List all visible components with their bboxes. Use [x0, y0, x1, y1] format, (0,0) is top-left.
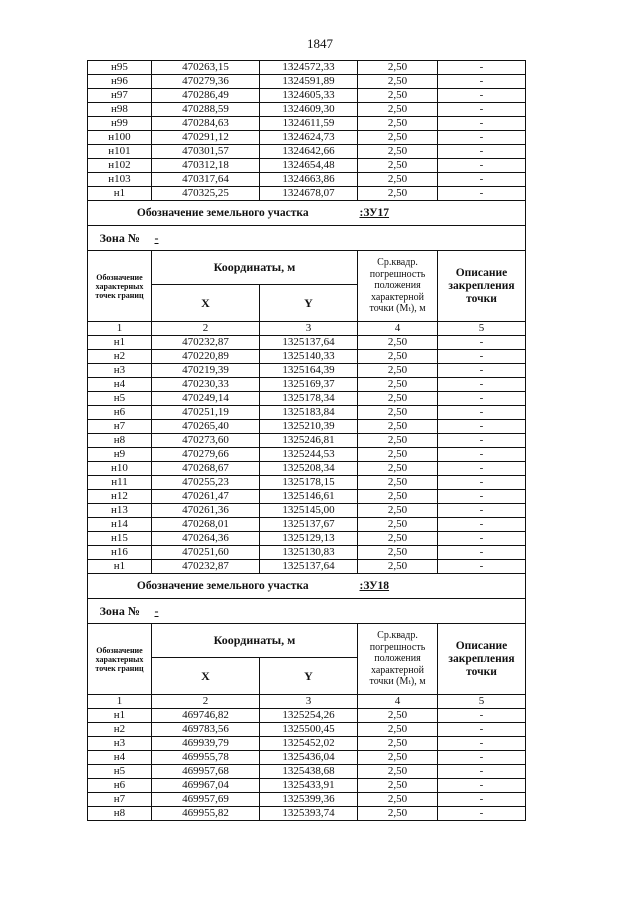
coord-x: 470284,63 — [152, 117, 260, 131]
mse-value: 2,50 — [358, 546, 438, 560]
table-row — [88, 364, 526, 378]
mse-value: 2,50 — [358, 723, 438, 737]
table-row — [88, 490, 526, 504]
coord-x: 470232,87 — [152, 336, 260, 350]
mse-value: 2,50 — [358, 448, 438, 462]
zone-label: Зона № — [88, 226, 152, 251]
fixation-description: - — [438, 518, 526, 532]
coord-x: 470261,47 — [152, 490, 260, 504]
fixation-description: - — [438, 89, 526, 103]
coord-y: 1325140,33 — [260, 350, 358, 364]
coord-x: 470263,15 — [152, 61, 260, 75]
coord-x: 469955,78 — [152, 751, 260, 765]
coord-x: 469955,82 — [152, 807, 260, 821]
fixation-description: - — [438, 532, 526, 546]
column-index: 3 — [260, 695, 358, 709]
coord-y: 1325500,45 — [260, 723, 358, 737]
zone-value: - — [152, 226, 526, 251]
point-id: н4 — [88, 378, 152, 392]
fixation-description: - — [438, 476, 526, 490]
point-id: н6 — [88, 779, 152, 793]
mse-value: 2,50 — [358, 462, 438, 476]
coord-y: 1325393,74 — [260, 807, 358, 821]
fixation-description: - — [438, 187, 526, 201]
table3-body — [88, 709, 526, 821]
column-index: 1 — [88, 695, 152, 709]
coord-x: 469939,79 — [152, 737, 260, 751]
point-id: н11 — [88, 476, 152, 490]
coord-y: 1324654,48 — [260, 159, 358, 173]
parcel-label: Обозначение земельного участка — [88, 574, 358, 599]
coord-x: 470261,36 — [152, 504, 260, 518]
coord-x: 470291,12 — [152, 131, 260, 145]
fixation-description: - — [438, 723, 526, 737]
coord-x: 470301,57 — [152, 145, 260, 159]
column-index: 5 — [438, 695, 526, 709]
table-row — [88, 131, 526, 145]
coord-x: 470268,67 — [152, 462, 260, 476]
coord-x: 470249,14 — [152, 392, 260, 406]
point-id: н98 — [88, 103, 152, 117]
point-id: н9 — [88, 448, 152, 462]
point-id: н14 — [88, 518, 152, 532]
table-row — [88, 75, 526, 89]
coord-x: 470286,49 — [152, 89, 260, 103]
mse-value: 2,50 — [358, 490, 438, 504]
mse-value: 2,50 — [358, 434, 438, 448]
coord-y: 1325178,34 — [260, 392, 358, 406]
point-id: н16 — [88, 546, 152, 560]
coord-y: 1325246,81 — [260, 434, 358, 448]
fixation-description: - — [438, 159, 526, 173]
coord-y: 1325210,39 — [260, 420, 358, 434]
mse-value: 2,50 — [358, 89, 438, 103]
header-row-top — [88, 251, 526, 285]
point-id: н1 — [88, 709, 152, 723]
mse-value: 2,50 — [358, 336, 438, 350]
fixation-description: - — [438, 117, 526, 131]
point-id: н1 — [88, 187, 152, 201]
coord-x: 470220,89 — [152, 350, 260, 364]
mse-value: 2,50 — [358, 709, 438, 723]
parcel-row-zu18 — [88, 574, 526, 599]
column-index: 1 — [88, 322, 152, 336]
point-id: н99 — [88, 117, 152, 131]
table-row — [88, 560, 526, 574]
fixation-description: - — [438, 75, 526, 89]
table-row — [88, 350, 526, 364]
table-row — [88, 807, 526, 821]
table-row — [88, 532, 526, 546]
coord-y: 1324642,66 — [260, 145, 358, 159]
mse-value: 2,50 — [358, 560, 438, 574]
header-point-designation: Обозначение характерных точек границ — [88, 251, 152, 322]
fixation-description: - — [438, 709, 526, 723]
coord-y: 1324624,73 — [260, 131, 358, 145]
header-y: Y — [260, 658, 358, 695]
coord-x: 470230,33 — [152, 378, 260, 392]
point-id: н1 — [88, 336, 152, 350]
fixation-description: - — [438, 737, 526, 751]
table-row — [88, 89, 526, 103]
table-row — [88, 723, 526, 737]
coord-x: 470312,18 — [152, 159, 260, 173]
parcel-label: Обозначение земельного участка — [88, 201, 358, 226]
table-row — [88, 765, 526, 779]
coord-x: 470273,60 — [152, 434, 260, 448]
mse-value: 2,50 — [358, 420, 438, 434]
table-row — [88, 434, 526, 448]
fixation-description: - — [438, 378, 526, 392]
coord-x: 470255,23 — [152, 476, 260, 490]
mse-value: 2,50 — [358, 807, 438, 821]
fixation-description: - — [438, 765, 526, 779]
coord-y: 1325137,64 — [260, 560, 358, 574]
header-row-top — [88, 624, 526, 658]
mse-value: 2,50 — [358, 145, 438, 159]
coord-y: 1325436,04 — [260, 751, 358, 765]
fixation-description: - — [438, 751, 526, 765]
coord-x: 469957,68 — [152, 765, 260, 779]
table-row — [88, 751, 526, 765]
point-id: н1 — [88, 560, 152, 574]
coord-y: 1325178,15 — [260, 476, 358, 490]
fixation-description: - — [438, 61, 526, 75]
coord-x: 469957,69 — [152, 793, 260, 807]
mse-value: 2,50 — [358, 392, 438, 406]
coord-y: 1325137,64 — [260, 336, 358, 350]
point-id: н8 — [88, 434, 152, 448]
coord-y: 1324678,07 — [260, 187, 358, 201]
mse-value: 2,50 — [358, 532, 438, 546]
parcel-row-zu17 — [88, 201, 526, 226]
fixation-description: - — [438, 145, 526, 159]
parcel-id: :ЗУ18 — [358, 574, 526, 599]
mse-value: 2,50 — [358, 159, 438, 173]
coord-x: 470268,01 — [152, 518, 260, 532]
mse-value: 2,50 — [358, 518, 438, 532]
zone-label: Зона № — [88, 599, 152, 624]
mse-value: 2,50 — [358, 751, 438, 765]
coord-y: 1324605,33 — [260, 89, 358, 103]
fixation-description: - — [438, 546, 526, 560]
table-row — [88, 462, 526, 476]
mse-value: 2,50 — [358, 117, 438, 131]
fixation-description: - — [438, 793, 526, 807]
point-id: н15 — [88, 532, 152, 546]
mse-value: 2,50 — [358, 103, 438, 117]
coord-y: 1325129,13 — [260, 532, 358, 546]
parcel-id: :ЗУ17 — [358, 201, 526, 226]
point-id: н7 — [88, 420, 152, 434]
coord-x: 470288,59 — [152, 103, 260, 117]
table-row — [88, 159, 526, 173]
coord-x: 470232,87 — [152, 560, 260, 574]
mse-value: 2,50 — [358, 476, 438, 490]
point-id: н100 — [88, 131, 152, 145]
fixation-description: - — [438, 490, 526, 504]
mse-value: 2,50 — [358, 173, 438, 187]
column-index: 2 — [152, 695, 260, 709]
mse-value: 2,50 — [358, 406, 438, 420]
table-row — [88, 420, 526, 434]
coord-x: 470219,39 — [152, 364, 260, 378]
header-mse: Ср.квадр. погрешность положения характерной точки (Mₜ), м — [358, 624, 438, 695]
fixation-description: - — [438, 504, 526, 518]
coord-y: 1325244,53 — [260, 448, 358, 462]
coord-x: 469746,82 — [152, 709, 260, 723]
mse-value: 2,50 — [358, 75, 438, 89]
coord-x: 470279,36 — [152, 75, 260, 89]
fixation-description: - — [438, 434, 526, 448]
header-mse: Ср.квадр. погрешность положения характерной точки (Mₜ), м — [358, 251, 438, 322]
header-coordinates: Координаты, м — [152, 251, 358, 285]
point-id: н3 — [88, 737, 152, 751]
mse-value: 2,50 — [358, 793, 438, 807]
page-number: 1847 — [307, 36, 333, 51]
coord-x: 470317,64 — [152, 173, 260, 187]
coord-y: 1325438,68 — [260, 765, 358, 779]
fixation-description: - — [438, 420, 526, 434]
table-row — [88, 378, 526, 392]
coord-y: 1325183,84 — [260, 406, 358, 420]
point-id: н8 — [88, 807, 152, 821]
table-row — [88, 504, 526, 518]
point-id: н103 — [88, 173, 152, 187]
mse-value: 2,50 — [358, 779, 438, 793]
table-row — [88, 779, 526, 793]
coordinates-document — [87, 60, 525, 821]
coord-x: 470251,60 — [152, 546, 260, 560]
coord-x: 470279,66 — [152, 448, 260, 462]
coord-x: 470251,19 — [152, 406, 260, 420]
coord-y: 1325433,91 — [260, 779, 358, 793]
table-row — [88, 103, 526, 117]
fixation-description: - — [438, 448, 526, 462]
coord-y: 1325164,39 — [260, 364, 358, 378]
point-id: н2 — [88, 723, 152, 737]
table-row — [88, 187, 526, 201]
table-row — [88, 518, 526, 532]
point-id: н96 — [88, 75, 152, 89]
header-y: Y — [260, 285, 358, 322]
header-point-designation: Обозначение характерных точек границ — [88, 624, 152, 695]
table-row — [88, 392, 526, 406]
table-row — [88, 448, 526, 462]
point-id: н4 — [88, 751, 152, 765]
header-description: Описание закрепления точки — [438, 251, 526, 322]
zone-row — [88, 599, 526, 624]
fixation-description: - — [438, 406, 526, 420]
fixation-description: - — [438, 350, 526, 364]
mse-value: 2,50 — [358, 737, 438, 751]
column-index-row — [88, 322, 526, 336]
point-id: н6 — [88, 406, 152, 420]
column-index: 4 — [358, 322, 438, 336]
point-id: н101 — [88, 145, 152, 159]
header-description: Описание закрепления точки — [438, 624, 526, 695]
zone-value: - — [152, 599, 526, 624]
point-id: н7 — [88, 793, 152, 807]
coord-y: 1324663,86 — [260, 173, 358, 187]
table-row — [88, 476, 526, 490]
coord-y: 1324611,59 — [260, 117, 358, 131]
table2-body — [88, 336, 526, 574]
point-id: н3 — [88, 364, 152, 378]
table-row — [88, 793, 526, 807]
coord-x: 470265,40 — [152, 420, 260, 434]
fixation-description: - — [438, 462, 526, 476]
column-index: 2 — [152, 322, 260, 336]
coord-y: 1325208,34 — [260, 462, 358, 476]
coord-y: 1325452,02 — [260, 737, 358, 751]
table-row — [88, 737, 526, 751]
point-id: н97 — [88, 89, 152, 103]
zone-row — [88, 226, 526, 251]
mse-value: 2,50 — [358, 378, 438, 392]
point-id: н10 — [88, 462, 152, 476]
fixation-description: - — [438, 392, 526, 406]
coord-y: 1325130,83 — [260, 546, 358, 560]
header-coordinates: Координаты, м — [152, 624, 358, 658]
fixation-description: - — [438, 779, 526, 793]
mse-value: 2,50 — [358, 131, 438, 145]
coord-y: 1324572,33 — [260, 61, 358, 75]
table-row — [88, 336, 526, 350]
point-id: н102 — [88, 159, 152, 173]
fixation-description: - — [438, 560, 526, 574]
coord-x: 469967,04 — [152, 779, 260, 793]
coord-x: 470264,36 — [152, 532, 260, 546]
header-x: X — [152, 658, 260, 695]
coord-y: 1325146,61 — [260, 490, 358, 504]
coord-y: 1325145,00 — [260, 504, 358, 518]
mse-value: 2,50 — [358, 504, 438, 518]
coord-x: 470325,25 — [152, 187, 260, 201]
fixation-description: - — [438, 173, 526, 187]
point-id: н5 — [88, 392, 152, 406]
mse-value: 2,50 — [358, 187, 438, 201]
fixation-description: - — [438, 807, 526, 821]
header-x: X — [152, 285, 260, 322]
fixation-description: - — [438, 336, 526, 350]
table-row — [88, 709, 526, 723]
mse-value: 2,50 — [358, 61, 438, 75]
coord-y: 1324609,30 — [260, 103, 358, 117]
table-row — [88, 61, 526, 75]
coord-y: 1325399,36 — [260, 793, 358, 807]
table1-body — [88, 61, 526, 201]
point-id: н13 — [88, 504, 152, 518]
mse-value: 2,50 — [358, 765, 438, 779]
column-index: 5 — [438, 322, 526, 336]
mse-value: 2,50 — [358, 350, 438, 364]
mse-value: 2,50 — [358, 364, 438, 378]
point-id: н95 — [88, 61, 152, 75]
boundary-coordinates-table — [87, 60, 526, 821]
table-row — [88, 173, 526, 187]
fixation-description: - — [438, 131, 526, 145]
coord-y: 1324591,89 — [260, 75, 358, 89]
column-index: 3 — [260, 322, 358, 336]
coord-x: 469783,56 — [152, 723, 260, 737]
point-id: н2 — [88, 350, 152, 364]
column-index-row — [88, 695, 526, 709]
table-row — [88, 406, 526, 420]
coord-y: 1325137,67 — [260, 518, 358, 532]
table-row — [88, 546, 526, 560]
point-id: н5 — [88, 765, 152, 779]
table-row — [88, 117, 526, 131]
fixation-description: - — [438, 103, 526, 117]
column-index: 4 — [358, 695, 438, 709]
fixation-description: - — [438, 364, 526, 378]
coord-y: 1325254,26 — [260, 709, 358, 723]
coord-y: 1325169,37 — [260, 378, 358, 392]
point-id: н12 — [88, 490, 152, 504]
table-row — [88, 145, 526, 159]
